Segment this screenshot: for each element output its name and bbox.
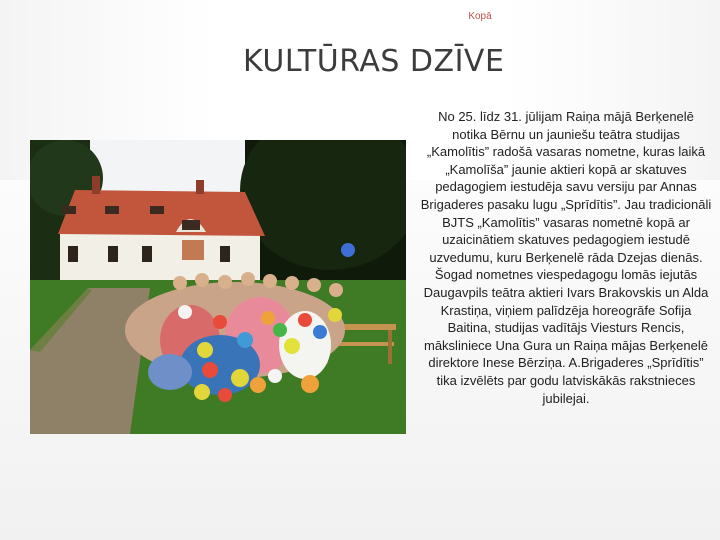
- photo-roof-window-3: [150, 206, 164, 214]
- photo-porch: [182, 240, 204, 260]
- group-photo: [30, 140, 406, 434]
- photo-wall-window-1: [68, 246, 78, 262]
- header-label: Kopā: [468, 11, 492, 22]
- photo-chimney-right: [196, 180, 204, 194]
- photo-bench-leg-right: [388, 330, 392, 364]
- page-title: KULTŪRAS DZĪVE: [243, 44, 505, 79]
- photo-roof-window-2: [105, 206, 119, 214]
- photo-wall-window-3: [142, 246, 152, 262]
- photo-chimney-left: [92, 176, 100, 194]
- photo-wall-window-4: [220, 246, 230, 262]
- photo-roof-window-1: [62, 206, 76, 214]
- body-paragraph: No 25. līdz 31. jūlijam Raiņa mājā Berķenelē notika Bērnu un jauniešu teātra studijas „Kamolītis” radošā vasaras nometne, kuras laikā „Kamolīša” jaunie aktieri kopā ar skatuves pedagogiem iestudēja savu versiju par Annas Brigaderes pasaku lugu „Sprīdītis”. Jau tradicionāli BJTS „Kamolītis” vasaras nometnē kopā ar uzaicinātiem skatuves pedagogiem iestudē uzvedumu, kuru Berķenelē rāda Dzejas dienās. Šogad nometnes viespedagogu lomās iejutās Daugavpils teātra aktieri Ivars Brakovskis un Alda Krastiņa, viņiem palīdzēja horeogrāfe Sofija Baitina, studijas vadītājs Viesturs Rencis, māksliniece Una Gura un Raiņa mājas Berķenelē direktore Inese Bērziņa. A.Brigaderes „Sprīdītis” tika izvēlēts par godu latviskākās rakstnieces jubilejai.: [420, 109, 712, 406]
- photo-wall-window-2: [108, 246, 118, 262]
- photo-dormer-window: [182, 220, 200, 230]
- group-photo-illustration: [30, 140, 406, 434]
